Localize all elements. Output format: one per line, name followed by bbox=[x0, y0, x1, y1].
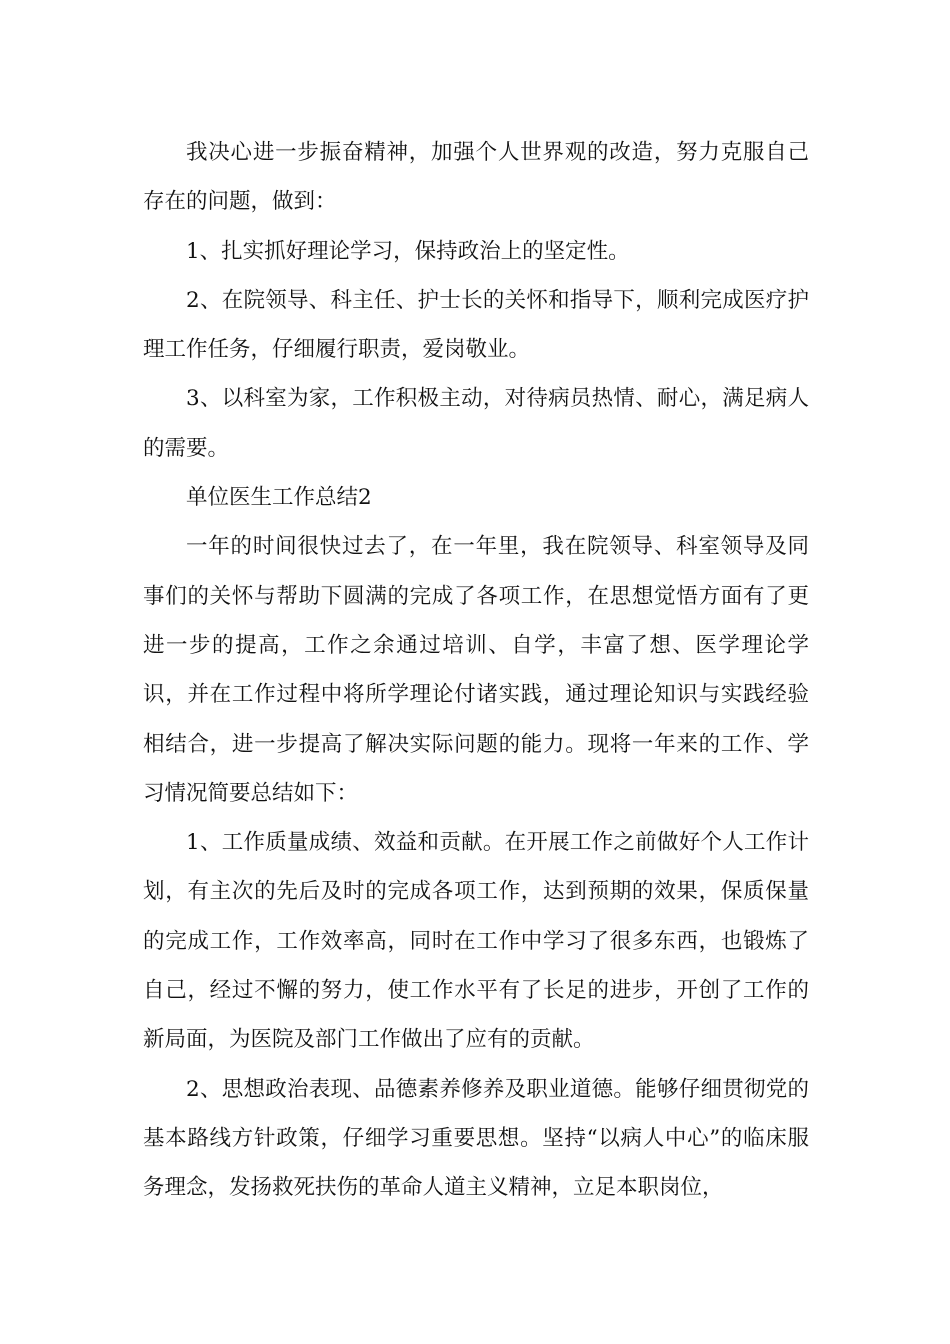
section-heading: 单位医生工作总结2 bbox=[186, 485, 372, 511]
paragraph-summary-intro: 一年的时间很快过去了，在一年里，我在院领导、科室领导及同事们的关怀与帮助下圆满的完成了各项工作，在思想觉悟方面有了更进一步的提高，工作之余通过培训、自学，丰富了想、医学理论学识，并在工作过程中将所学理论付诸实践，通过理论知识与实践经验相结合，进一步提高了解决实际问题的能力。现将一年来的工作、学习情况简要总结如下： bbox=[143, 534, 809, 806]
document-body bbox=[143, 128, 809, 1213]
paragraph-item-2: 2、在院领导、科主任、护士长的关怀和指导下，顺利完成医疗护理工作任务，仔细履行职责，爱岗敬业。 bbox=[143, 287, 809, 363]
paragraph-political-ethics: 2、思想政治表现、品德素养修养及职业道德。能够仔细贯彻党的基本路线方针政策，仔细学习重要思想。坚持“以病人中心”的临床服务理念，发扬救死扶伤的革命人道主义精神，立足本职岗位， bbox=[143, 1076, 809, 1201]
paragraph-item-3: 3、以科室为家，工作积极主动，对待病员热情、耐心，满足病人的需要。 bbox=[143, 386, 809, 461]
paragraph-resolution-intro: 我决心进一步振奋精神，加强个人世界观的改造，努力克服自己存在的问题，做到： bbox=[143, 140, 809, 215]
paragraph-work-quality: 1、工作质量成绩、效益和贡献。在开展工作之前做好个人工作计划，有主次的先后及时的完成各项工作，达到预期的效果，保质保量的完成工作，工作效率高，同时在工作中学习了很多东西，也锻炼了自己，经过不懈的努力，使工作水平有了长足的进步，开创了工作的新局面，为医院及部门工作做出了应有的贡献。 bbox=[143, 830, 809, 1053]
paragraph-item-1: 1、扎实抓好理论学习，保持政治上的坚定性。 bbox=[186, 238, 630, 264]
